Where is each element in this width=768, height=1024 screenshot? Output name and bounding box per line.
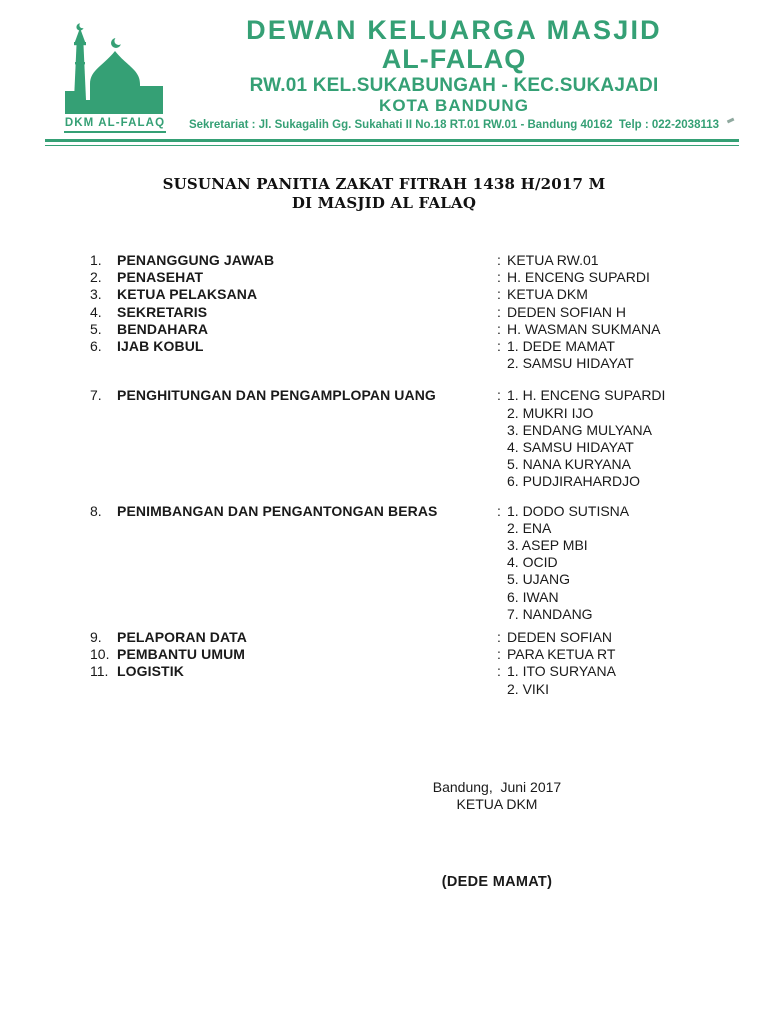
roster-values	[497, 629, 612, 646]
roster-value-line	[497, 646, 615, 663]
roster-value: 6. PUDJIRAHARDJO	[507, 473, 641, 490]
roster-row	[90, 252, 735, 269]
roster-list	[90, 252, 735, 698]
roster-value-line	[497, 606, 629, 623]
roster-value: DEDEN SOFIAN H	[507, 303, 627, 320]
roster-value: 2. VIKI	[507, 680, 550, 697]
secretariat-line: Sekretariat : Jl. Sukagalih Gg. Sukahati II No.18 RT.01 RW.01 - Bandung 40162 Telp : 022-2038113	[188, 119, 720, 131]
roster-values	[497, 663, 616, 697]
org-city-line: KOTA BANDUNG	[379, 96, 529, 115]
roster-value: 2. SAMSU HIDAYAT	[507, 355, 634, 372]
roster-number: 6.	[90, 338, 102, 355]
roster-colon: :	[497, 286, 501, 303]
roster-colon	[497, 571, 507, 588]
roster-label: PEMBANTU UMUM	[117, 646, 246, 663]
roster-colon: :	[497, 646, 501, 663]
roster-label: BENDAHARA	[117, 320, 209, 337]
roster-colon: :	[497, 252, 501, 268]
roster-number: 11.	[90, 663, 109, 680]
logo-block	[64, 22, 166, 133]
roster-colon	[497, 589, 507, 606]
roster-row	[90, 321, 735, 338]
roster-label: PENIMBANGAN DAN PENGANTONGAN BERAS	[117, 502, 438, 519]
roster-number: 8.	[90, 502, 102, 519]
roster-colon	[497, 439, 507, 456]
roster-row	[90, 663, 735, 697]
roster-number: 3.	[90, 286, 102, 303]
roster-value-line	[497, 589, 629, 606]
roster-value: 2. ENA	[507, 519, 552, 536]
roster-value: 1. DODO SUTISNA	[507, 502, 630, 519]
roster-value-line	[497, 456, 665, 473]
roster-value: PARA KETUA RT	[507, 646, 616, 663]
org-name-line2: AL-FALAQ	[381, 44, 527, 74]
signature-role: KETUA DKM	[456, 796, 538, 812]
roster-colon	[497, 520, 507, 537]
roster-row	[90, 503, 735, 623]
roster-label: LOGISTIK	[117, 663, 184, 680]
roster-label: PENANGGUNG JAWAB	[117, 252, 275, 268]
logo-caption: DKM AL-FALAQ	[64, 117, 166, 133]
roster-number: 10.	[90, 646, 110, 663]
roster-colon	[497, 681, 507, 698]
roster-value-line	[497, 663, 616, 680]
roster-number: 2.	[90, 269, 102, 286]
roster-label: PELAPORAN DATA	[117, 629, 247, 646]
roster-value-line	[497, 405, 665, 422]
roster-colon: :	[497, 502, 501, 519]
mosque-logo-icon	[64, 22, 166, 116]
roster-value: H. WASMAN SUKMANA	[507, 320, 661, 337]
letterhead	[168, 16, 740, 131]
roster-value: 3. ENDANG MULYANA	[507, 421, 652, 438]
roster-colon: :	[497, 320, 501, 337]
roster-number: 9.	[90, 629, 102, 646]
roster-values	[497, 304, 626, 321]
roster-value: 4. OCID	[507, 554, 558, 571]
roster-value-line	[497, 571, 629, 588]
roster-colon	[497, 537, 507, 554]
signature-block	[357, 779, 637, 899]
roster-value-line	[497, 286, 588, 303]
roster-label: IJAB KOBUL	[117, 338, 204, 355]
roster-colon: :	[497, 663, 501, 680]
roster-value: 1. ITO SURYANA	[507, 663, 616, 680]
roster-value-line	[497, 439, 665, 456]
roster-value-line	[497, 304, 626, 321]
roster-colon: :	[497, 269, 501, 286]
roster-value: KETUA RW.01	[507, 252, 599, 268]
roster-value-line	[497, 520, 629, 537]
roster-value: 1. H. ENCENG SUPARDI	[507, 387, 666, 404]
roster-value: 1. DEDE MAMAT	[507, 338, 615, 355]
roster-value: 5. NANA KURYANA	[507, 456, 631, 473]
roster-number: 7.	[90, 387, 102, 404]
title-line1: SUSUNAN PANITIA ZAKAT FITRAH 1438 H/2017 M	[162, 175, 606, 193]
roster-value: KETUA DKM	[507, 286, 588, 303]
roster-value: 6. IWAN	[507, 588, 559, 605]
roster-values	[497, 286, 588, 303]
org-area-line: RW.01 KEL.SUKABUNGAH - KEC.SUKAJADI	[249, 75, 659, 96]
roster-value: 3. ASEP MBI	[507, 537, 588, 554]
roster-value-line	[497, 338, 634, 355]
roster-number: 4.	[90, 303, 102, 320]
roster-label: KETUA PELAKSANA	[117, 286, 258, 303]
roster-colon	[497, 456, 507, 473]
roster-row	[90, 269, 735, 286]
roster-value-line	[497, 422, 665, 439]
roster-colon: :	[497, 303, 501, 320]
roster-row	[90, 646, 735, 663]
roster-value: 4. SAMSU HIDAYAT	[507, 439, 634, 456]
roster-colon	[497, 606, 507, 623]
roster-value-line	[497, 269, 650, 286]
roster-row	[90, 387, 735, 490]
roster-value: H. ENCENG SUPARDI	[507, 269, 650, 286]
roster-value-line	[497, 554, 629, 571]
roster-label: PENGHITUNGAN DAN PENGAMPLOPAN UANG	[117, 387, 436, 404]
roster-colon: :	[497, 338, 501, 355]
roster-value: DEDEN SOFIAN	[507, 629, 613, 646]
roster-values	[497, 387, 665, 490]
roster-label: SEKRETARIS	[117, 303, 208, 320]
roster-colon	[497, 554, 507, 571]
roster-value: 7. NANDANG	[507, 605, 593, 622]
header-divider	[45, 139, 739, 146]
roster-value-line	[497, 321, 661, 338]
roster-value-line	[497, 629, 612, 646]
signature-name: (DEDE MAMAT)	[441, 874, 553, 890]
roster-value-line	[497, 681, 616, 698]
roster-colon	[497, 405, 507, 422]
roster-values	[497, 269, 650, 286]
roster-value: 5. UJANG	[507, 571, 571, 588]
roster-value-line	[497, 355, 634, 372]
roster-colon	[497, 422, 507, 439]
roster-value-line	[497, 503, 629, 520]
roster-value-line	[497, 252, 599, 269]
roster-number: 5.	[90, 320, 102, 337]
roster-value-line	[497, 387, 665, 404]
roster-row	[90, 629, 735, 646]
roster-values	[497, 646, 615, 663]
title-line2: DI MASJID AL FALAQ	[291, 194, 477, 212]
roster-value-line	[497, 473, 665, 490]
roster-values	[497, 503, 629, 623]
roster-colon	[497, 355, 507, 372]
roster-values	[497, 338, 634, 372]
roster-row	[90, 304, 735, 321]
roster-colon: :	[497, 387, 501, 404]
roster-colon: :	[497, 629, 501, 646]
document-title	[0, 175, 768, 213]
roster-value: 2. MUKRI IJO	[507, 404, 594, 421]
roster-label: PENASEHAT	[117, 269, 204, 286]
roster-row	[90, 286, 735, 303]
roster-row	[90, 338, 735, 372]
roster-colon	[497, 473, 507, 490]
org-name-line1: DEWAN KELUARGA MASJID	[246, 15, 662, 45]
signature-place-date: Bandung, Juni 2017	[432, 779, 562, 795]
roster-number: 1.	[90, 252, 102, 268]
roster-values	[497, 321, 661, 338]
roster-values	[497, 252, 599, 269]
roster-value-line	[497, 537, 629, 554]
